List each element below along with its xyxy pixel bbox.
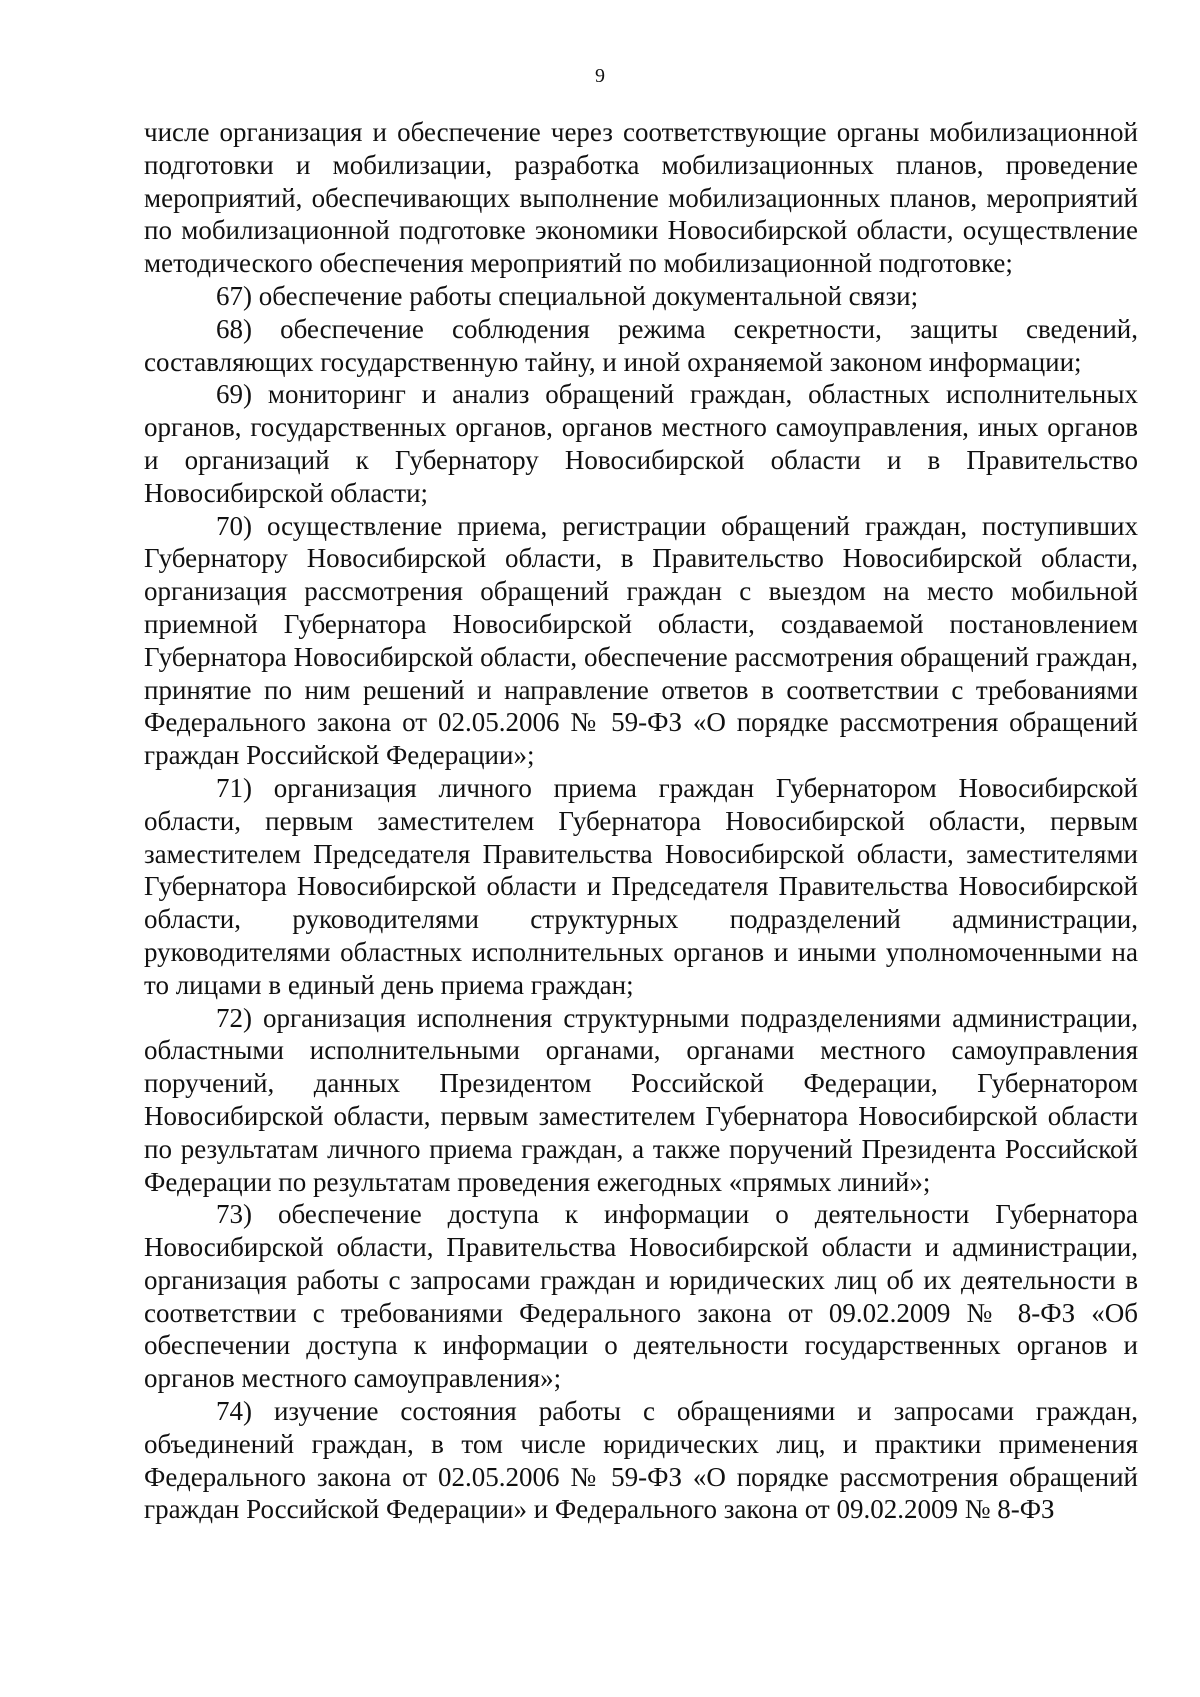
page-number: 9 bbox=[595, 65, 605, 87]
document-body bbox=[144, 116, 1138, 1526]
paragraph-item-67: 67) обеспечение работы специальной документальной связи; bbox=[216, 280, 919, 311]
paragraph-item-74: 74) изучение состояния работы с обращениями и запросами граждан, объединений граждан, в том числе юридических лиц, и практики применения Федерального закона от 02.05.2006 № 59-ФЗ «О порядке рассмотрения обращений граждан Российской Федерации» и Федерального закона от 09.02.2009 № 8-ФЗ bbox=[144, 1396, 1138, 1525]
paragraph-item-70: 70) осуществление приема, регистрации обращений граждан, поступивших Губернатору Новосибирской области, в Правительство Новосибирской области, организация рассмотрения обращений граждан с выездом на место мобильной приемной Губернатора Новосибирской области, создаваемой постановлением Губернатора Новосибирской области, обеспечение рассмотрения обращений граждан, принятие по ним решений и направление ответов в соответствии с требованиями Федерального закона от 02.05.2006 № 59-ФЗ «О порядке рассмотрения обращений граждан Российской Федерации»; bbox=[144, 510, 1138, 771]
paragraph-item-68: 68) обеспечение соблюдения режима секретности, защиты сведений, составляющих государственную тайну, и иной охраняемой законом информации; bbox=[144, 313, 1138, 377]
paragraph-item-71: 71) организация личного приема граждан Губернатором Новосибирской области, первым заместителем Губернатора Новосибирской области, первым заместителем Председателя Правительства Новосибирской области, заместителями Губернатора Новосибирской области и Председателя Правительства Новосибирской области, руководителями структурных подразделений администрации, руководителями областных исполнительных органов и иными уполномоченными на то лицами в единый день приема граждан; bbox=[144, 772, 1138, 1000]
paragraph-item-72: 72) организация исполнения структурными подразделениями администрации, областными исполнительными органами, органами местного самоуправления поручений, данных Президентом Российской Федерации, Губернатором Новосибирской области, первым заместителем Губернатора Новосибирской области по результатам личного приема граждан, а также поручений Президента Российской Федерации по результатам проведения ежегодных «прямых линий»; bbox=[144, 1002, 1138, 1197]
paragraph-continuation: числе организация и обеспечение через соответствующие органы мобилизационной подготовки и мобилизации, разработка мобилизационных планов, проведение мероприятий, обеспечивающих выполнение мобилизационных планов, мероприятий по мобилизационной подготовке экономики Новосибирской области, осуществление методического обеспечения мероприятий по мобилизационной подготовке; bbox=[144, 117, 1138, 279]
paragraph-item-73: 73) обеспечение доступа к информации о деятельности Губернатора Новосибирской области, Правительства Новосибирской области и администрации, организация работы с запросами граждан и юридических лиц об их деятельности в соответствии с требованиями Федерального закона от 09.02.2009 № 8-ФЗ «Об обеспечении доступа к информации о деятельности государственных органов и органов местного самоуправления»; bbox=[144, 1199, 1138, 1394]
paragraph-item-69: 69) мониторинг и анализ обращений граждан, областных исполнительных органов, государственных органов, органов местного самоуправления, иных органов и организаций к Губернатору Новосибирской области и в Правительство Новосибирской области; bbox=[144, 379, 1138, 508]
